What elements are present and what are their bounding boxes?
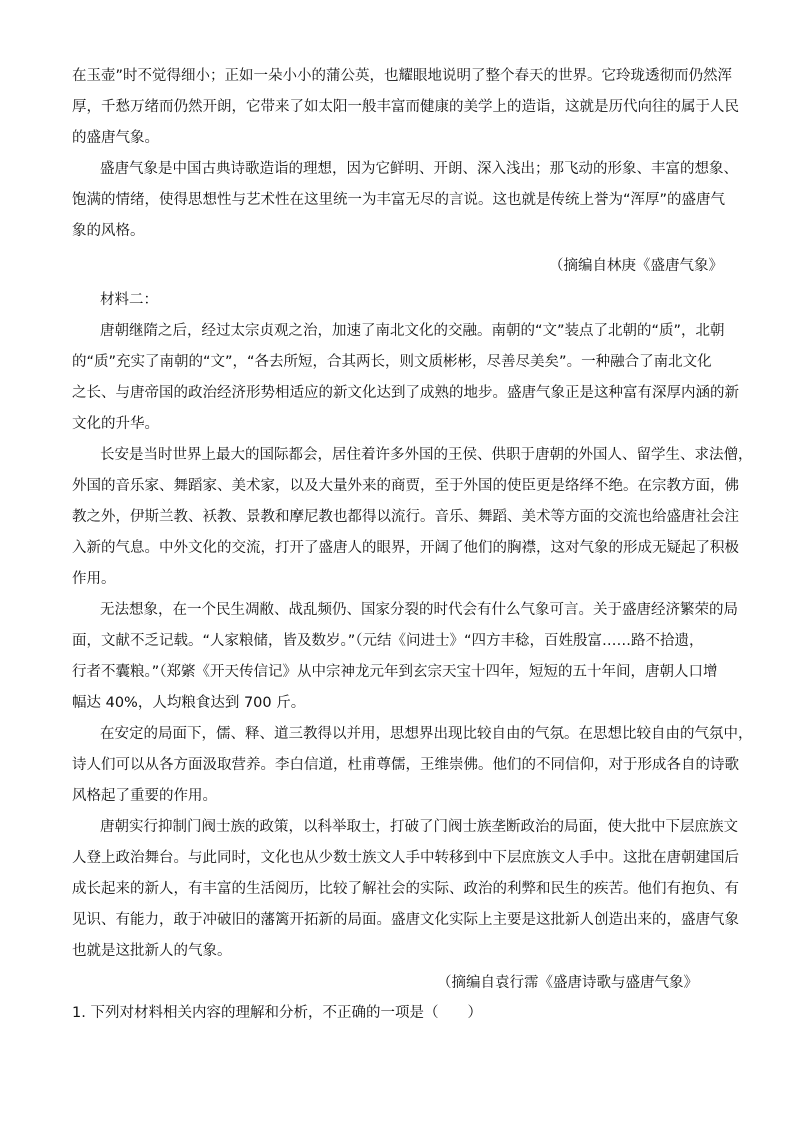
paragraph-7-line-1: 唐朝实行抑制门阀士族的政策，以科举取士，打破了门阀士族垄断政治的局面，使大批中下层庶族文 bbox=[100, 819, 738, 835]
paragraph-7-line-5: 也就是这批新人的气象。 bbox=[72, 943, 232, 959]
material-2-label: 材料二： bbox=[100, 292, 158, 308]
paragraph-4-line-1: 长安是当时世界上最大的国际都会，居住着许多外国的王侯、供职于唐朝的外国人、留学生、求法僧， bbox=[100, 447, 753, 463]
paragraph-2-line-3: 象的风格。 bbox=[72, 223, 145, 239]
paragraph-6-line-3: 风格起了重要的作用。 bbox=[72, 788, 217, 804]
paragraph-1-line-3: 的盛唐气象。 bbox=[72, 130, 159, 146]
paragraph-7-line-3: 成长起来的新人，有丰富的生活阅历，比较了解社会的实际、政治的利弊和民生的疾苦。他们有抱负、有 bbox=[72, 881, 739, 897]
source-citation-1: （摘编自林庚《盛唐气象》 bbox=[549, 258, 723, 274]
question-1-stem: 1. 下列对材料相关内容的理解和分析，不正确的一项是（ ） bbox=[72, 1005, 482, 1021]
paragraph-5-line-3: 行者不囊粮。”（郑綮《开天传信记》从中宗神龙元年到玄宗天宝十四年，短短的五十年间，唐朝人口增 bbox=[72, 664, 718, 680]
paragraph-5-line-4: 幅达 40%，人均粮食达到 700 斤。 bbox=[72, 695, 306, 711]
source-citation-2: （摘编自袁行霈《盛唐诗歌与盛唐气象》 bbox=[437, 975, 698, 991]
paragraph-7-line-4: 见识、有能力，敢于冲破旧的藩篱开拓新的局面。盛唐文化实际上主要是这批新人创造出来的，盛唐气象 bbox=[72, 912, 739, 928]
paragraph-5-line-2: 面，文献不乏记载。“人家粮储，皆及数岁。”（元结《问进士》“四方丰稔，百姓殷富……路不拾遗， bbox=[72, 633, 704, 649]
paragraph-2-line-2: 饱满的情绪，使得思想性与艺术性在这里统一为丰富无尽的言说。这也就是传统上誉为“浑厚”的盛唐气 bbox=[72, 192, 726, 208]
paragraph-3-line-4: 文化的升华。 bbox=[72, 416, 159, 432]
paragraph-6-line-2: 诗人们可以从各方面汲取营养。李白信道，杜甫尊儒，王维崇佛。他们的不同信仰，对于形成各自的诗歌 bbox=[72, 757, 739, 773]
paragraph-4-line-4: 入新的气息。中外文化的交流，打开了盛唐人的眼界，开阔了他们的胸襟，这对气象的形成无疑起了积极 bbox=[72, 540, 739, 556]
paragraph-3-line-3: 之长、与唐帝国的政治经济形势相适应的新文化达到了成熟的地步。盛唐气象正是这种富有深厚内涵的新 bbox=[72, 385, 739, 401]
paragraph-2-line-1: 盛唐气象是中国古典诗歌造诣的理想，因为它鲜明、开朗、深入浅出；那飞动的形象、丰富的想象、 bbox=[100, 161, 738, 177]
paragraph-1-line-2: 厚，千愁万绪而仍然开朗，它带来了如太阳一般丰富而健康的美学上的造诣，这就是历代向往的属于人民 bbox=[72, 99, 739, 115]
paragraph-6-line-1: 在安定的局面下，儒、释、道三教得以并用，思想界出现比较自由的气氛。在思想比较自由的气氛中， bbox=[100, 726, 753, 742]
paragraph-1-line-1: 在玉壶”时不觉得细小；正如一朵小小的蒲公英，也耀眼地说明了整个春天的世界。它玲珑透彻而仍然浑 bbox=[72, 68, 733, 84]
paragraph-4-line-2: 外国的音乐家、舞蹈家、美术家，以及大量外来的商贾，至于外国的使臣更是络绎不绝。在宗教方面，佛 bbox=[72, 478, 739, 494]
paragraph-3-line-2: 的“质”充实了南朝的“文”，“各去所短，合其两长，则文质彬彬，尽善尽美矣”。一种融合了南北文化 bbox=[72, 354, 712, 370]
paragraph-4-line-3: 教之外，伊斯兰教、袄教、景教和摩尼教也都得以流行。音乐、舞蹈、美术等方面的交流也给盛唐社会注 bbox=[72, 509, 739, 525]
paragraph-4-line-5: 作用。 bbox=[72, 571, 116, 587]
paragraph-7-line-2: 人登上政治舞台。与此同时，文化也从少数士族文人手中转移到中下层庶族文人手中。这批在唐朝建国后 bbox=[72, 850, 739, 866]
paragraph-5-line-1: 无法想象，在一个民生凋敝、战乱频仍、国家分裂的时代会有什么气象可言。关于盛唐经济繁荣的局 bbox=[100, 602, 738, 618]
paragraph-3-line-1: 唐朝继隋之后，经过太宗贞观之治，加速了南北文化的交融。南朝的“文”装点了北朝的“质”，北朝 bbox=[100, 323, 725, 339]
